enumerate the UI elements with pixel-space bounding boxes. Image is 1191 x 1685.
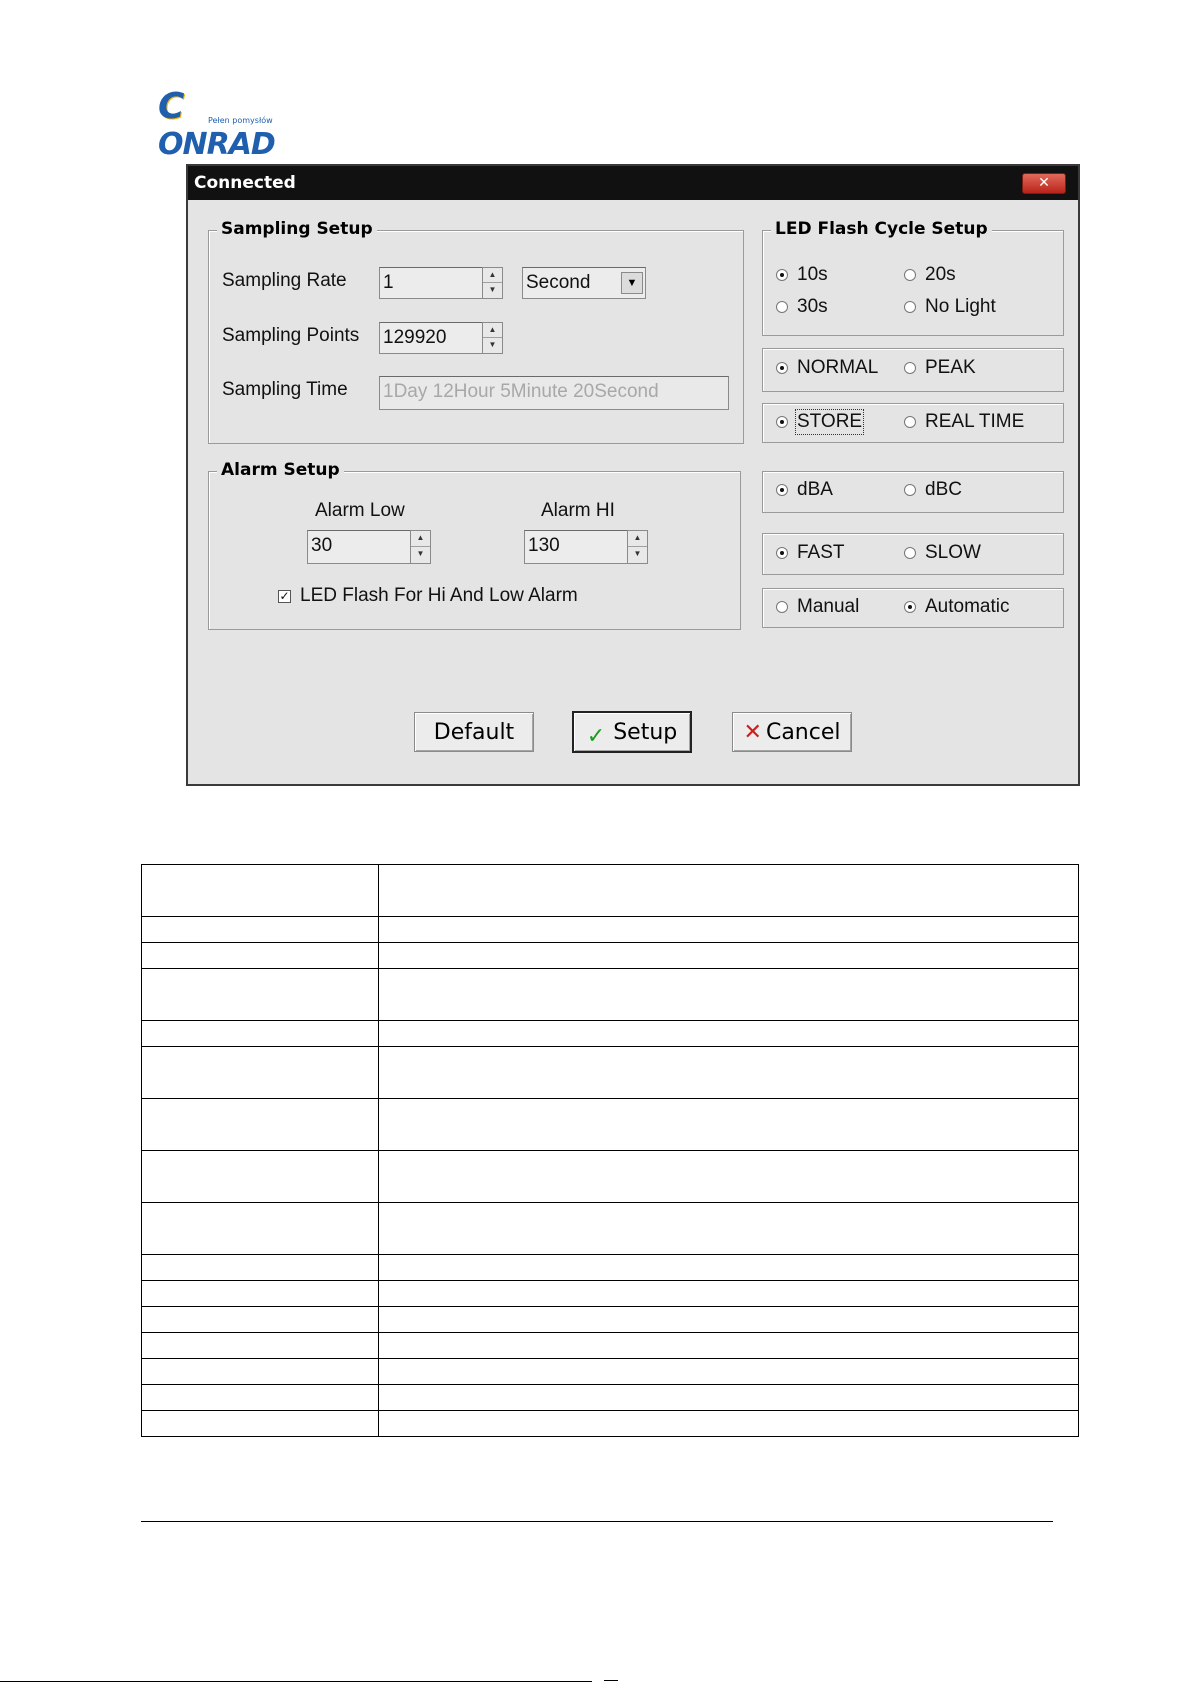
radio-normal[interactable]: NORMAL	[776, 357, 878, 379]
radio-real-time[interactable]: REAL TIME	[904, 411, 1024, 433]
logo-brand: ONRAD	[158, 127, 275, 162]
table-row	[142, 1385, 1079, 1411]
x-icon: ✕	[743, 719, 762, 745]
led-radio-no-light[interactable]: No Light	[904, 296, 996, 318]
radio-dba[interactable]: dBA	[776, 479, 833, 501]
close-button[interactable]	[1022, 173, 1066, 194]
table-row	[142, 1411, 1079, 1437]
sampling-points-input[interactable]: 129920	[379, 322, 483, 354]
cancel-button[interactable]: ✕ Cancel	[732, 712, 852, 752]
table-row	[142, 1047, 1079, 1099]
bottom-mark	[604, 1680, 618, 1681]
table-row	[142, 1021, 1079, 1047]
alarm-low-label: Alarm Low	[315, 500, 405, 521]
alarm-hi-spinner[interactable]: ▲ ▼	[627, 530, 648, 564]
table-row	[142, 969, 1079, 1021]
radio-automatic[interactable]: Automatic	[904, 596, 1009, 618]
logo-initial: C	[158, 86, 184, 127]
conrad-logo	[158, 86, 278, 162]
setup-button[interactable]: ✓ Setup	[572, 711, 692, 753]
checkbox-check-icon: ✓	[279, 588, 290, 603]
radio-fast[interactable]: FAST	[776, 542, 845, 564]
led-flash-alarm-checkbox[interactable]	[278, 585, 578, 607]
radio-peak[interactable]: PEAK	[904, 357, 976, 379]
table-row	[142, 1333, 1079, 1359]
alarm-hi-input[interactable]: 130	[524, 530, 628, 564]
sampling-unit-select[interactable]: Second	[522, 267, 646, 299]
table-row	[142, 1099, 1079, 1151]
bottom-divider	[0, 1681, 592, 1682]
alarm-low-spinner[interactable]: ▲ ▼	[410, 530, 431, 564]
table-row	[142, 1307, 1079, 1333]
sampling-points-label: Sampling Points	[222, 325, 360, 346]
table-row	[142, 1203, 1079, 1255]
alarm-hi-label: Alarm HI	[541, 500, 615, 521]
led-flash-alarm-label: LED Flash For Hi And Low Alarm	[300, 585, 578, 606]
check-icon: ✓	[586, 723, 606, 749]
alarm-low-input[interactable]: 30	[307, 530, 411, 564]
connected-dialog	[186, 164, 1080, 786]
led-flash-cycle-title: LED Flash Cycle Setup	[771, 219, 992, 239]
alarm-setup-title: Alarm Setup	[217, 460, 344, 480]
radio-dbc[interactable]: dBC	[904, 479, 962, 501]
footer-divider	[141, 1521, 1053, 1522]
table-row	[142, 917, 1079, 943]
sampling-rate-input[interactable]: 1	[379, 267, 483, 299]
table-row	[142, 1255, 1079, 1281]
sampling-points-spinner[interactable]: ▲ ▼	[482, 322, 503, 354]
logo-tagline: Pełen pomysłów	[208, 116, 273, 125]
radio-manual[interactable]: Manual	[776, 596, 859, 618]
spec-table	[141, 864, 1079, 1437]
radio-slow[interactable]: SLOW	[904, 542, 981, 564]
chevron-down-icon[interactable]: ▼	[621, 272, 643, 294]
default-button[interactable]: Default	[414, 712, 534, 752]
led-radio-30s[interactable]: 30s	[776, 296, 828, 318]
radio-store[interactable]: STORE	[776, 411, 862, 433]
led-radio-10s[interactable]: 10s	[776, 264, 828, 286]
sampling-time-label: Sampling Time	[222, 379, 348, 400]
table-row	[142, 943, 1079, 969]
table-row	[142, 1359, 1079, 1385]
sampling-time-field: 1Day 12Hour 5Minute 20Second	[379, 376, 729, 410]
led-radio-20s[interactable]: 20s	[904, 264, 956, 286]
table-row	[142, 1281, 1079, 1307]
title-bar	[188, 166, 1078, 200]
sampling-rate-label: Sampling Rate	[222, 270, 347, 291]
table-row	[142, 1151, 1079, 1203]
sampling-rate-spinner[interactable]: ▲ ▼	[482, 267, 503, 299]
close-icon: ✕	[1038, 175, 1050, 191]
table-row	[142, 865, 1079, 917]
sampling-setup-title: Sampling Setup	[217, 219, 377, 239]
window-title: Connected	[194, 173, 296, 193]
